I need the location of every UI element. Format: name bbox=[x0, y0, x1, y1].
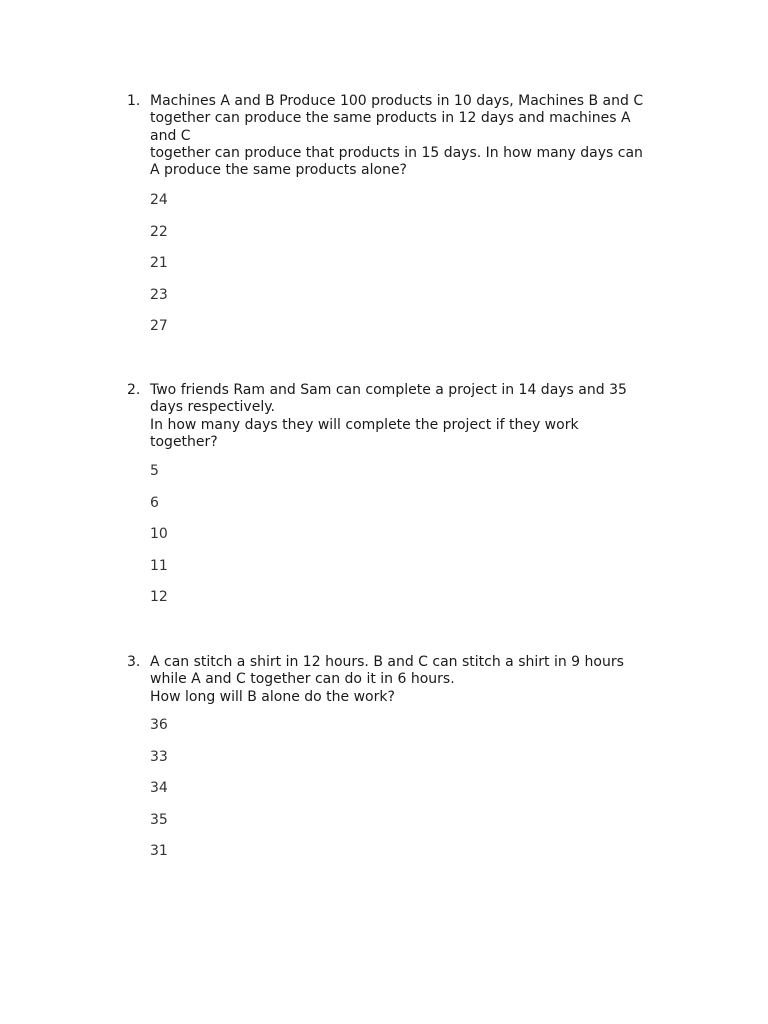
answer-option: 21 bbox=[150, 255, 168, 271]
question-line: Two friends Ram and Sam can complete a project in 14 days and 35 bbox=[150, 382, 627, 398]
answer-option: 5 bbox=[150, 463, 159, 479]
answer-option: 23 bbox=[150, 286, 168, 303]
question-line: together? bbox=[150, 433, 218, 450]
answer-option: 24 bbox=[150, 192, 168, 208]
question-line: days respectively. bbox=[150, 399, 275, 416]
question-number: 1. bbox=[127, 93, 141, 109]
question-line: Machines A and B Produce 100 products in 10 days, Machines B and C bbox=[150, 93, 644, 109]
answer-option: 12 bbox=[150, 589, 168, 605]
answer-option: 11 bbox=[150, 557, 168, 574]
answer-option: 33 bbox=[150, 748, 168, 765]
question-text bbox=[150, 654, 670, 706]
question-number: 2. bbox=[127, 382, 141, 398]
question-line: and C bbox=[150, 127, 191, 144]
question-line: How long will B alone do the work? bbox=[150, 688, 395, 705]
question-line: together can produce the same products in 12 days and machines A bbox=[150, 110, 631, 127]
answer-option: 27 bbox=[150, 318, 168, 334]
answer-options bbox=[150, 463, 168, 621]
answer-options bbox=[150, 192, 168, 350]
question-line: together can produce that products in 15 days. In how many days can bbox=[150, 144, 643, 161]
question-line: A produce the same products alone? bbox=[150, 162, 407, 179]
answer-options bbox=[150, 717, 168, 875]
question-line: In how many days they will complete the project if they work bbox=[150, 416, 579, 433]
question-number: 3. bbox=[127, 654, 141, 670]
answer-option: 31 bbox=[150, 843, 168, 859]
answer-option: 6 bbox=[150, 494, 159, 511]
answer-option: 22 bbox=[150, 223, 168, 240]
question-text bbox=[150, 382, 670, 451]
answer-option: 34 bbox=[150, 780, 168, 796]
answer-option: 36 bbox=[150, 717, 168, 733]
question-line: A can stitch a shirt in 12 hours. B and C can stitch a shirt in 9 hours bbox=[150, 654, 624, 670]
answer-option: 35 bbox=[150, 811, 168, 828]
answer-option: 10 bbox=[150, 526, 168, 542]
question-text bbox=[150, 93, 670, 179]
question-line: while A and C together can do it in 6 hours. bbox=[150, 671, 455, 688]
